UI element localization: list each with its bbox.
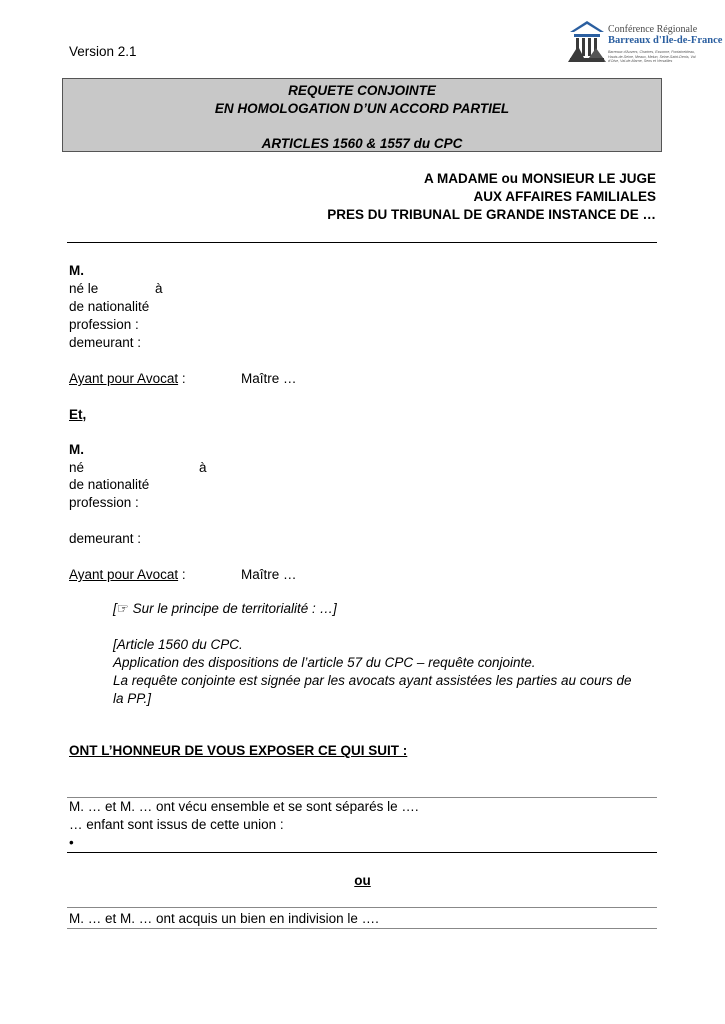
- logo-line-1: Conférence Régionale: [608, 24, 698, 35]
- party2-born-label: né: [69, 460, 85, 475]
- party1-name: M.: [69, 263, 84, 278]
- facts-children: … enfant sont issus de cette union :: [69, 817, 284, 832]
- title-articles: ARTICLES 1560 & 1557 du CPC: [261, 136, 463, 151]
- party1-address: demeurant :: [69, 335, 142, 350]
- party1-born-label: né le: [69, 281, 99, 296]
- party2-address: demeurant :: [69, 531, 142, 546]
- courthouse-logo-icon: [566, 18, 608, 68]
- title-box: [62, 78, 662, 152]
- bullet-item: •: [69, 835, 74, 850]
- party1-birth: [69, 281, 269, 299]
- territoriality-text: Sur le principe de territorialité : …]: [132, 601, 337, 616]
- conference-logo: [566, 18, 723, 68]
- addressee-line-2: AUX AFFAIRES FAMILIALES: [473, 189, 656, 204]
- article-note: [Article 1560 du CPC.: [113, 637, 243, 652]
- divider: [67, 242, 657, 243]
- party1-profession: profession :: [69, 317, 139, 332]
- divider: [67, 928, 657, 929]
- divider: [67, 852, 657, 853]
- and-label: Et,: [69, 407, 87, 422]
- addressee-line-3: PRES DU TRIBUNAL DE GRANDE INSTANCE DE …: [327, 207, 656, 222]
- logo-bar-list: Barreaux d'Auvers, Chartres, Essonne, Fontainebleau, Hauts-de-Seine, Meaux, Melun, Seine-Saint-Denis, Val d'Oise, Val-de-Marne, Sens et Versailles: [608, 50, 696, 63]
- party1-lawyer: [69, 371, 369, 389]
- divider: [67, 797, 657, 798]
- party2-at-label: à: [199, 460, 207, 475]
- version-label: Version 2.1: [69, 44, 137, 59]
- pointing-hand-icon: ☞: [116, 601, 129, 616]
- party1-nationality: de nationalité: [69, 299, 150, 314]
- party2-profession: profession :: [69, 495, 139, 510]
- application-note: Application des dispositions de l’article 57 du CPC – requête conjointe.: [113, 655, 536, 670]
- expose-heading: ONT L’HONNEUR DE VOUS EXPOSER CE QUI SUIT :: [69, 743, 408, 758]
- party2-name: M.: [69, 442, 84, 457]
- logo-line-2: Barreaux d'Ile-de-France: [608, 35, 723, 46]
- territoriality-note: [113, 600, 638, 618]
- addressee-line-1: A MADAME ou MONSIEUR LE JUGE: [423, 171, 656, 186]
- party2-lawyer-label: Ayant pour Avocat: [69, 567, 179, 582]
- bracket-open: [: [113, 601, 117, 616]
- party2-nationality: de nationalité: [69, 477, 150, 492]
- facts-property: M. … et M. … ont acquis un bien en indivision le ….: [69, 911, 379, 926]
- party1-at-label: à: [155, 281, 163, 296]
- party2-birth: [69, 460, 269, 478]
- facts-lived: M. … et M. … ont vécu ensemble et se sont séparés le ….: [69, 799, 419, 814]
- or-label: ou: [354, 873, 371, 888]
- party1-lawyer-label: Ayant pour Avocat: [69, 371, 179, 386]
- title-line-2: EN HOMOLOGATION D’UN ACCORD PARTIEL: [214, 101, 510, 116]
- title-line-1: REQUETE CONJOINTE: [288, 83, 436, 98]
- party2-lawyer: [69, 567, 369, 585]
- party1-lawyer-value: Maître …: [241, 371, 297, 386]
- party1-lawyer-colon: :: [178, 371, 186, 386]
- party2-lawyer-colon: :: [178, 567, 186, 582]
- divider: [67, 907, 657, 908]
- party2-lawyer-value: Maître …: [241, 567, 297, 582]
- signed-note: La requête conjointe est signée par les avocats ayant assistées les parties au cours de la PP.]: [113, 673, 632, 706]
